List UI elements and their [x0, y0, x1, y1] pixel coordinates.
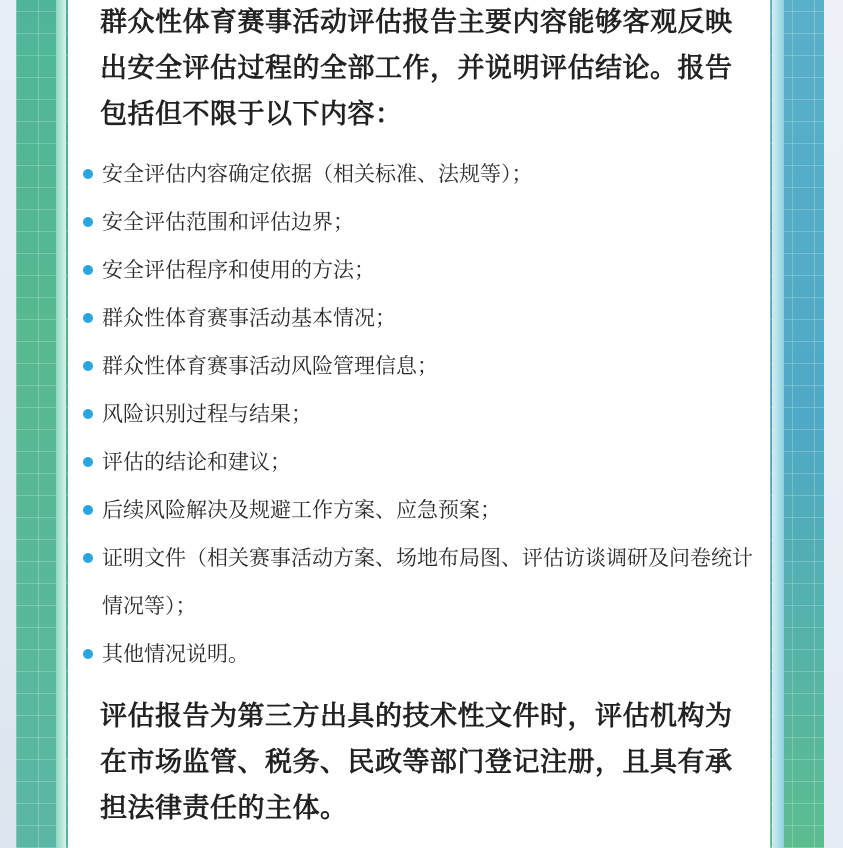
left-edge [0, 0, 16, 848]
list-item-text: 后续风险解决及规避工作方案、应急预案； [102, 498, 501, 522]
list-item-text: 群众性体育赛事活动基本情况； [102, 306, 396, 330]
bullet-icon [83, 457, 93, 467]
outro-paragraph: 评估报告为第三方出具的技术性文件时，评估机构为在市场监管、税务、民政等部门登记注册，且具有承担法律责任的主体。 [100, 701, 733, 824]
bullet-icon [83, 409, 93, 419]
right-edge [824, 0, 843, 848]
list-item-text: 评估的结论和建议； [102, 450, 291, 474]
bullet-icon [83, 217, 93, 227]
list-item-text: 风险识别过程与结果； [102, 402, 312, 426]
list-item [80, 486, 760, 534]
bullet-icon [83, 361, 93, 371]
list-item [80, 150, 760, 198]
list-item-text: 群众性体育赛事活动风险管理信息； [102, 354, 438, 378]
list-item-text: 证明文件（相关赛事活动方案、场地布局图、评估访谈调研及问卷统计情况等）； [102, 546, 753, 618]
content-list [80, 150, 760, 678]
bullet-icon [83, 649, 93, 659]
list-item-text: 安全评估程序和使用的方法； [102, 258, 375, 282]
list-item [80, 534, 760, 630]
list-item [80, 198, 760, 246]
right-accent-stripe [772, 0, 784, 848]
list-item [80, 390, 760, 438]
list-item [80, 342, 760, 390]
bullet-icon [83, 505, 93, 515]
bullet-icon [83, 169, 93, 179]
list-item [80, 438, 760, 486]
list-item-text: 安全评估范围和评估边界； [102, 210, 354, 234]
intro-paragraph: 群众性体育赛事活动评估报告主要内容能够客观反映出安全评估过程的全部工作，并说明评估结论。报告包括但不限于以下内容： [100, 7, 733, 130]
left-accent-stripe [56, 0, 66, 848]
list-item [80, 294, 760, 342]
bullet-icon [83, 553, 93, 563]
bullet-icon [83, 265, 93, 275]
list-item-text: 其他情况说明。 [102, 642, 249, 666]
bullet-icon [83, 313, 93, 323]
list-item [80, 630, 760, 678]
list-item [80, 246, 760, 294]
list-item-text: 安全评估内容确定依据（相关标准、法规等）； [102, 162, 533, 186]
